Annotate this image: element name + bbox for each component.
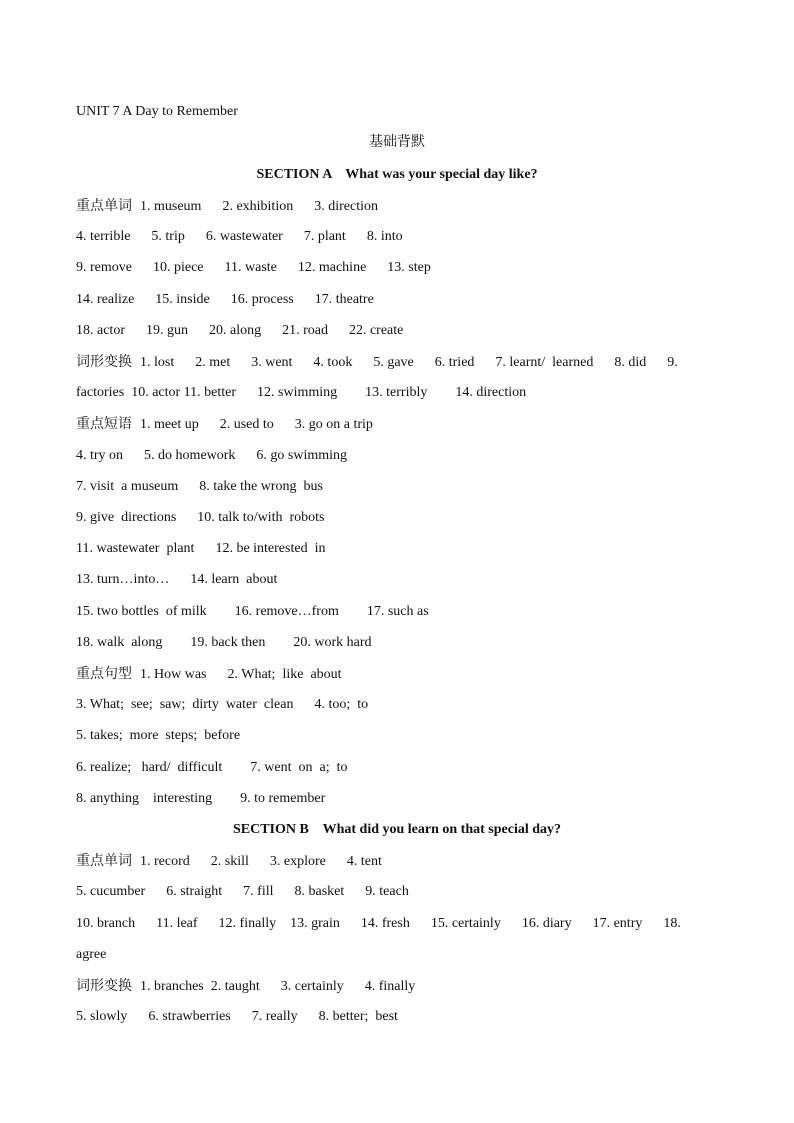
section-a-vocab-line-1 [76, 197, 718, 216]
unit-title: UNIT 7 A Day to Remember [76, 104, 238, 119]
section-a-heading [0, 166, 794, 184]
section-a-heading-text: SECTION A What was your special day like? [256, 167, 538, 182]
section-a-phrases-line-1 [76, 415, 718, 434]
section-a-sentences-line-5 [76, 790, 718, 808]
section-b-vocab-line-3 [76, 915, 718, 933]
section-a-phrases-line-4 [76, 509, 718, 527]
vocab-text: 5. cucumber 6. straight 7. fill 8. basket 9. teach [76, 884, 409, 899]
phrases-text: 9. give directions 10. talk to/with robots [76, 510, 325, 525]
phrases-label: 重点短语 [76, 416, 132, 432]
section-a-forms-line-1 [76, 353, 718, 372]
sentences-text: 6. realize; hard/ difficult 7. went on a; to [76, 760, 348, 775]
section-a-vocab-line-4 [76, 291, 718, 309]
forms-text: factories 10. actor 11. better 12. swimming 13. terribly 14. direction [76, 385, 527, 400]
forms-label: 词形变换 [76, 354, 132, 370]
section-b-forms-line-2 [76, 1008, 718, 1026]
section-b-vocab-line-1 [76, 852, 718, 871]
vocab-text: 4. terrible 5. trip 6. wastewater 7. plant 8. into [76, 229, 403, 244]
section-a-sentences-line-1 [76, 665, 718, 684]
section-b-vocab-line-2 [76, 883, 718, 901]
vocab-text: 9. remove 10. piece 11. waste 12. machine 13. step [76, 260, 431, 275]
phrases-text: 7. visit a museum 8. take the wrong bus [76, 479, 323, 494]
phrases-text: 18. walk along 19. back then 20. work hard [76, 635, 372, 650]
forms-text: 5. slowly 6. strawberries 7. really 8. better; best [76, 1009, 398, 1024]
vocab-text: 1. record 2. skill 3. explore 4. tent [140, 854, 382, 869]
sentences-label: 重点句型 [76, 666, 132, 682]
section-a-vocab-line-5 [76, 322, 718, 340]
section-a-phrases-line-2 [76, 447, 718, 465]
section-a-phrases-line-7 [76, 603, 718, 621]
section-b-vocab-line-4 [76, 946, 718, 964]
sentences-text: 8. anything interesting 9. to remember [76, 791, 326, 806]
vocab-text: 1. museum 2. exhibition 3. direction [140, 199, 378, 214]
sentences-text: 3. What; see; saw; dirty water clean 4. too; to [76, 697, 369, 712]
section-a-sentences-line-2 [76, 696, 718, 714]
section-a-vocab-line-3 [76, 259, 718, 277]
section-a-phrases-line-6 [76, 571, 718, 589]
forms-text: 1. branches 2. taught 3. certainly 4. finally [140, 979, 416, 994]
section-a-phrases-line-8 [76, 634, 718, 652]
phrases-text: 15. two bottles of milk 16. remove…from 17. such as [76, 604, 429, 619]
section-a-vocab-line-2 [76, 228, 718, 246]
phrases-text: 13. turn…into… 14. learn about [76, 572, 278, 587]
section-a-forms-line-2 [76, 384, 718, 402]
sentences-text: 1. How was 2. What; like about [140, 667, 342, 682]
section-a-phrases-line-5 [76, 540, 718, 558]
sentences-text: 5. takes; more steps; before [76, 728, 241, 743]
vocab-text: 10. branch 11. leaf 12. finally 13. grain 14. fresh 15. certainly 16. diary 17. entry 18. [76, 916, 681, 931]
vocab-text: agree [76, 947, 107, 962]
forms-label: 词形变换 [76, 978, 132, 994]
vocab-label: 重点单词 [76, 198, 132, 214]
section-a-phrases-line-3 [76, 478, 718, 496]
phrases-text: 1. meet up 2. used to 3. go on a trip [140, 417, 373, 432]
section-b-forms-line-1 [76, 977, 718, 996]
section-b-heading [0, 821, 794, 839]
vocab-text: 18. actor 19. gun 20. along 21. road 22. create [76, 323, 404, 338]
section-a-sentences-line-3 [76, 727, 718, 745]
phrases-text: 11. wastewater plant 12. be interested in [76, 541, 326, 556]
section-a-sentences-line-4 [76, 759, 718, 777]
vocab-text: 14. realize 15. inside 16. process 17. theatre [76, 292, 374, 307]
vocab-label: 重点单词 [76, 853, 132, 869]
subtitle: 基础背默 [369, 135, 425, 150]
forms-text: 1. lost 2. met 3. went 4. took 5. gave 6. tried 7. learnt/ learned 8. did 9. [140, 355, 678, 370]
section-b-heading-text: SECTION B What did you learn on that special day? [232, 822, 562, 837]
phrases-text: 4. try on 5. do homework 6. go swimming [76, 448, 348, 463]
